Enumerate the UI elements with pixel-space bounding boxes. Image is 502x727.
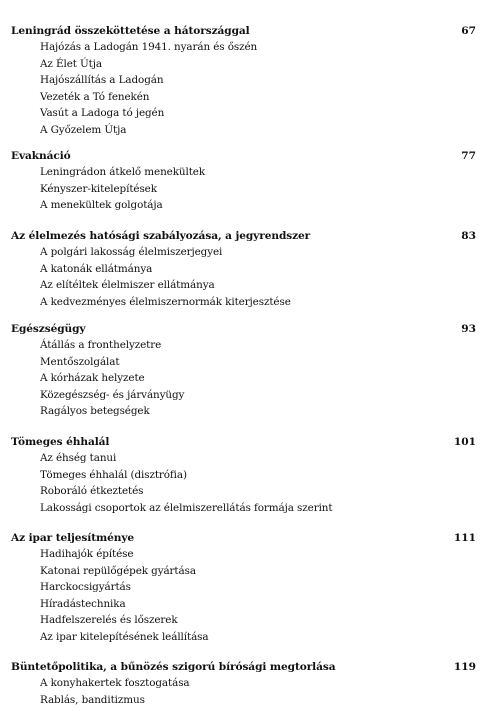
- chapter-heading: [0, 23, 502, 39]
- chapter-page-number: 77: [461, 150, 476, 162]
- chapter-title: Egészségügy: [11, 323, 86, 335]
- section-entry: Kényszer-kitelepítések: [40, 182, 157, 195]
- chapter-page-number: 119: [453, 661, 476, 673]
- chapter-title: Leningrád összeköttetése a hátországgal: [11, 25, 250, 37]
- toc-chapter: [0, 530, 502, 645]
- section-entry: Vezeték a Tó fenekén: [40, 90, 150, 103]
- section-entry: A polgári lakosság élelmiszerjegyei: [40, 246, 223, 258]
- section-entry: Ragályos betegségek: [40, 405, 150, 417]
- section-entry: Vasút a Ladoga tó jegén: [40, 107, 165, 119]
- toc-chapter: [0, 434, 502, 516]
- chapter-title: Evaknáció: [11, 150, 71, 162]
- section-entry: A Győzelem Útja: [40, 123, 127, 136]
- chapter-page-number: 101: [453, 436, 476, 448]
- chapter-page-number: 111: [453, 532, 476, 544]
- section-entry: Leningrádon átkelő menekültek: [40, 166, 206, 178]
- chapter-title: Az élelmezés hatósági szabályozása, a jegyrendszer: [11, 230, 311, 242]
- chapter-heading: [0, 659, 502, 675]
- section-entry: A menekültek golgotája: [40, 199, 163, 211]
- chapter-page-number: 93: [461, 323, 476, 335]
- section-entry: A konyhakertek fosztogatása: [40, 677, 190, 689]
- section-entry: A katonák ellátmánya: [40, 262, 153, 275]
- section-entry: A kórházak helyzete: [40, 372, 145, 384]
- section-entry: Lakossági csoportok az élelmiszerellátás formája szerint: [40, 501, 333, 514]
- section-entry: Hajózás a Ladogán 1941. nyarán és őszén: [40, 41, 258, 53]
- section-entry: Mentőszolgálat: [40, 355, 120, 368]
- chapter-title: Büntetőpolitika, a bűnözés szigorú bírósági megtorlása: [11, 661, 336, 673]
- chapter-page-number: 67: [461, 25, 476, 37]
- section-entry: Katonai repülőgépek gyártása: [40, 564, 196, 577]
- section-entry: Az Élet Útja: [40, 57, 102, 70]
- chapter-heading: [0, 530, 502, 546]
- chapter-heading: [0, 321, 502, 337]
- toc-chapter: [0, 321, 502, 420]
- section-entry: Harckocsigyártás: [40, 581, 131, 593]
- chapter-heading: [0, 148, 502, 164]
- toc-chapter: [0, 148, 502, 214]
- section-entry: Az elítéltek élelmiszer ellátmánya: [40, 279, 215, 291]
- section-entry: Tömeges éhhalál (disztrófia): [40, 468, 187, 481]
- section-entry: Átállás a fronthelyzetre: [40, 339, 162, 351]
- chapter-heading: [0, 228, 502, 244]
- section-entry: Hadihajók építése: [40, 548, 134, 560]
- chapter-title: Tömeges éhhalál: [11, 436, 110, 448]
- section-entry: Roboráló étkeztetés: [40, 485, 144, 497]
- section-entry: Rablás, banditizmus: [40, 693, 145, 706]
- section-entry: Az ipar kitelepítésének leállítása: [40, 630, 209, 643]
- section-entry: A kedvezményes élelmiszernormák kiterjesztése: [40, 295, 291, 308]
- chapter-title: Az ipar teljesítménye: [11, 532, 135, 544]
- section-entry: Híradástechnika: [40, 597, 126, 610]
- chapter-page-number: 83: [461, 230, 476, 242]
- toc-chapter: [0, 23, 502, 138]
- chapter-heading: [0, 434, 502, 450]
- section-entry: Hadfelszerelés és lőszerek: [40, 614, 178, 626]
- section-entry: Közegészség- és járványügy: [40, 388, 185, 401]
- toc-chapter: [0, 659, 502, 708]
- section-entry: Hajószállítás a Ladogán: [40, 74, 164, 86]
- toc-chapter: [0, 228, 502, 310]
- section-entry: Az éhség tanui: [40, 452, 117, 464]
